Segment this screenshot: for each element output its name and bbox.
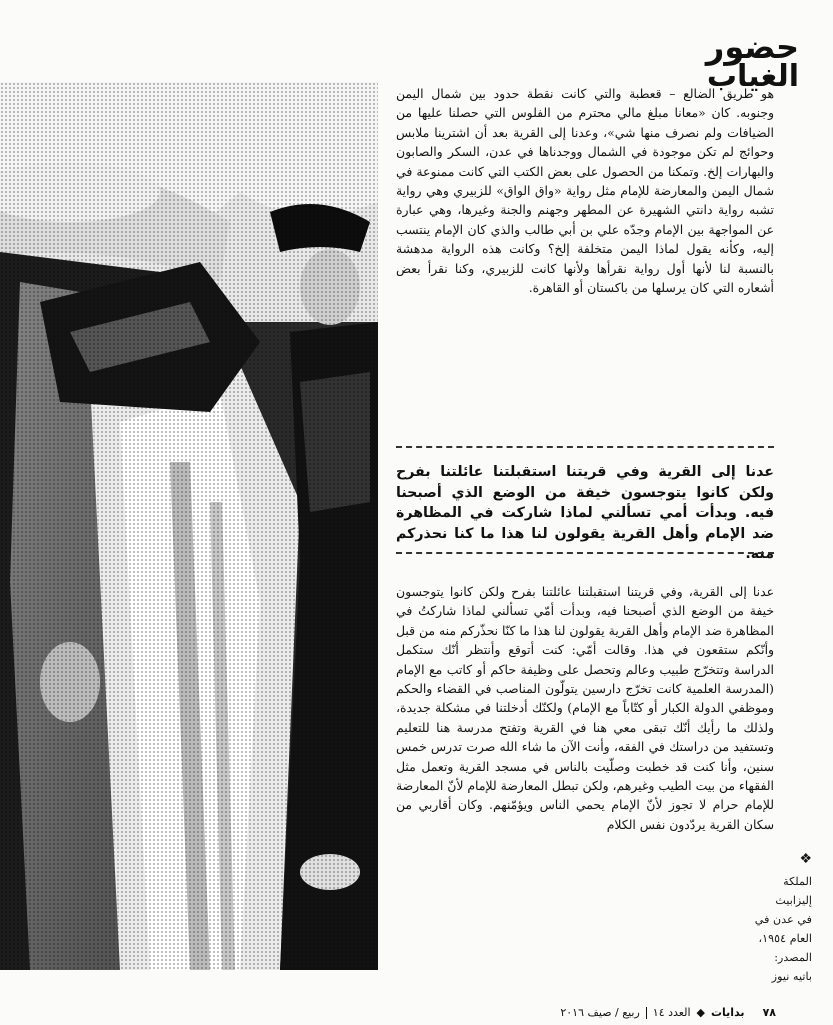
- quote-rule-bottom: [396, 552, 774, 554]
- caption-ornament-icon: ❖: [799, 851, 812, 867]
- issue-season: ربيع / صيف ٢٠١٦: [560, 1006, 640, 1019]
- photo-illustration: [0, 82, 378, 970]
- issue-number: العدد ١٤: [652, 1006, 691, 1019]
- caption-line-4: المصدر: باتيه نيوز: [771, 951, 812, 983]
- section-logo-line2: الغياب: [706, 59, 799, 94]
- page-number: ٧٨: [762, 1006, 776, 1019]
- section-logo: [705, 28, 799, 94]
- magazine-brand: بدايات: [710, 1006, 745, 1019]
- footer-divider: [646, 1007, 647, 1019]
- body-paragraph-2: عدنا إلى القرية، وفي قريتنا استقبلتنا عائلتنا بفرح ولكن كانوا يتوجسون خيفة من الوضع الذي أصبحنا فيه، وبدأت أمّي تسألني لماذا شاركتُ في المظاهرة ضد الإمام وأهل القرية يقولون لنا هذا ما كنّا نحذّركم منه من قبل وأنّكم ستقعون في هذا. وقالت أمّي: كنت أتوقع وأنتظر أنّك ستكمل الدراسة وتتخرّج طبيب وعالم وتحصل على وظيفة حاكم أو كاتب مع الإمام (المدرسة العلمية كانت تخرّج دارسين يتولّون المناصب في القضاء والحكم وموظفي الدولة الكبار أو كتّاباً مع الإمام) ولكنّك أدخلتنا في مشكلة جديدة، ولذلك ما رأيك أنّك تبقى معي هنا في القرية وتفتح مدرسة هنا للتعليم وتستفيد من دراستك في الفقه، وأنت الآن ما شاء الله صرت تدرس خمس سنين، وأنا كنت قد خطبت وصلّيت بالناس في مسجد القرية وتعمل مثل الفقهاء من بيت الطيب وغيرهم، ولكن تبطل المعارضة للإمام لأنّ المعارضة للإمام حرام لا تجوز لأنّ الإمام يحمي الناس ويؤمّنهم. وكان أقاربي من سكان القرية يردّدون نفس الكلام: [396, 584, 774, 832]
- caption-line-1: الملكة إليزابيث: [775, 875, 812, 907]
- pull-quote: عدنا إلى القرية وفي قريتنا استقبلتنا عائلتنا بفرح ولكن كانوا يتوجسون خيفة من الوضع الذي أصبحنا فيه. وبدأت أمي تسألني لماذا شاركت في المظاهرة ضد الإمام وأهل القرية يقولون لنا هذا ما كنا نحذركم منه.: [396, 464, 774, 562]
- photo-caption: [752, 852, 812, 986]
- diamond-icon: ◆: [696, 1006, 705, 1019]
- historical-photo: [0, 82, 378, 970]
- body-paragraph-1: هو طريق الضالع – قعطبة والتي كانت نقطة حدود بين شمال اليمن وجنوبه. كان «معانا مبلغ مالي محترم من الفلوس التي حصلنا عليها من الضيافات ولم نصرف منها شي»، وعدنا إلى القرية بعد أن اشترينا ملابس وحوائج لم تكن موجودة في الشمال ووجدناها في عدن، السكر والصابون والبهارات إلخ. وتمكنا من الحصول على بعض الكتب التي كانت ممنوعة في شمال اليمن والمعارضة للإمام مثل رواية «واق الواق» للزبيري وهي رواية تشبه رواية دانتي الشهيرة عن المطهر وجهنم والجنة وغيرها، وهي عبارة عن المواجهة بين الإمام وجدّه علي بن أبي طالب والذي كان الإمام ينتسب إليه، وكأنه يقول لماذا اليمن متخلفة إلخ؟ وكانت هذه الرواية مدهشة بالنسبة لنا لأنها أول رواية نقرأها ولأنها كانت للزبيري، وكنا نقرأ بعض أشعاره التي كان يرسلها من باكستان أو القاهرة.: [396, 86, 774, 296]
- caption-line-3: العام ١٩٥٤،: [758, 932, 812, 945]
- caption-line-2: في عدن في: [754, 913, 812, 926]
- page-footer: [470, 1006, 776, 1019]
- section-logo-line1: حضور: [705, 28, 799, 66]
- quote-rule-top: [396, 446, 774, 448]
